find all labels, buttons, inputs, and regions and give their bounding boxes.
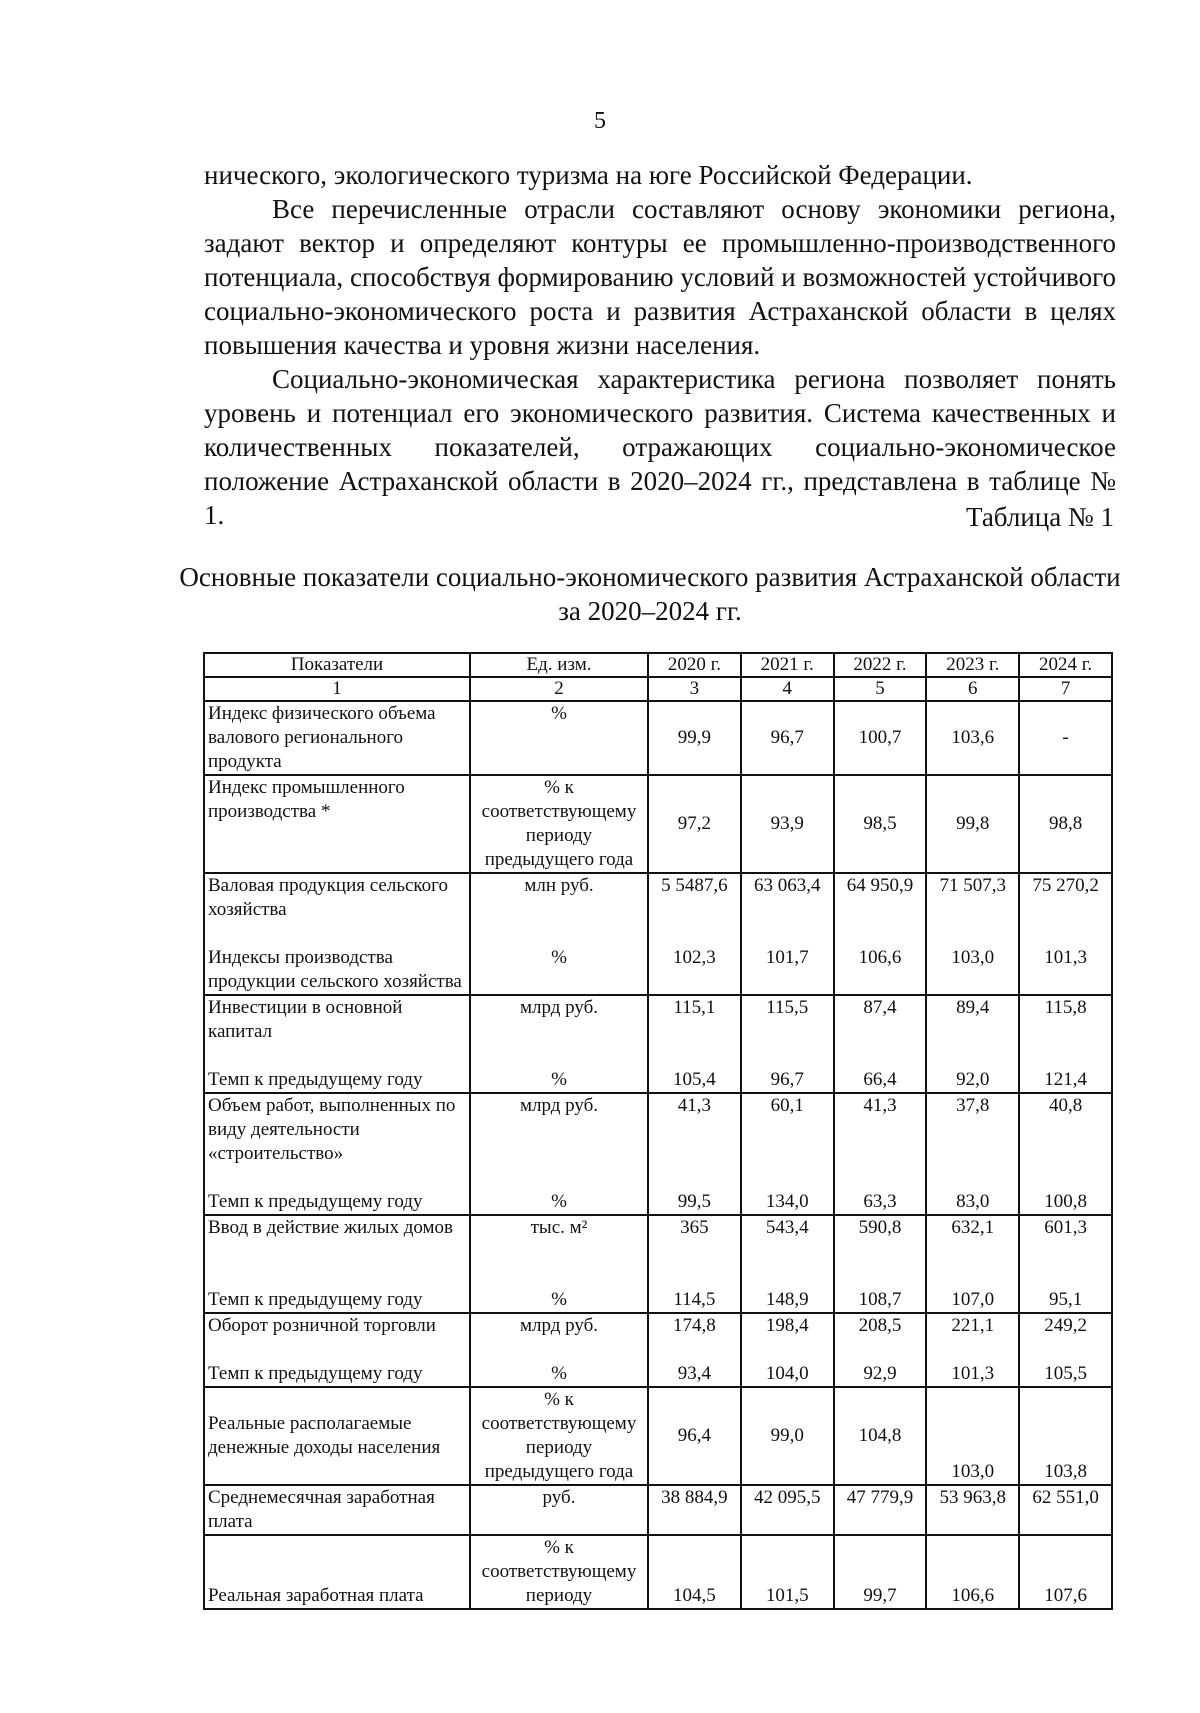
- value-sub: 114,5: [673, 1289, 716, 1310]
- value-main: 249,2: [1044, 1315, 1087, 1336]
- header-cell: Ед. изм.: [470, 653, 648, 677]
- column-number-cell: 5: [834, 677, 927, 701]
- value-main: 365: [680, 1217, 709, 1238]
- value-cell: [926, 1215, 1019, 1313]
- value-sub: 106,6: [858, 947, 902, 968]
- unit-cell: руб.: [470, 1485, 648, 1535]
- value-sub: 107,0: [951, 1289, 995, 1310]
- value-cell: 38 884,9: [648, 1485, 741, 1535]
- value-cell: 62 551,0: [1019, 1485, 1112, 1535]
- indicator-cell: [204, 1093, 470, 1215]
- value-cell: 98,8: [1019, 775, 1112, 873]
- indicators-table: [203, 652, 1113, 1610]
- value-cell: 107,6: [1019, 1535, 1112, 1609]
- value-cell: 96,4: [648, 1387, 741, 1485]
- value-cell: [926, 873, 1019, 995]
- value-cell: [834, 1093, 927, 1215]
- indicator-cell: Реальные располагаемые денежные доходы населения: [204, 1387, 470, 1485]
- value-cell: 100,7: [834, 701, 927, 775]
- unit-cell: [470, 1313, 648, 1387]
- column-number-cell: 1: [204, 677, 470, 701]
- unit-cell: % к соответствующему периоду: [470, 1535, 648, 1609]
- header-cell: 2022 г.: [834, 653, 927, 677]
- value-main: 632,1: [951, 1217, 995, 1238]
- value-main: 71 507,3: [939, 875, 1007, 896]
- value-cell: -: [1019, 701, 1112, 775]
- value-cell: [1019, 995, 1112, 1093]
- indicator-cell: [204, 873, 470, 995]
- value-cell: 104,5: [648, 1535, 741, 1609]
- value-cell: [1019, 1215, 1112, 1313]
- value-cell: 103,0: [926, 1387, 1019, 1485]
- unit-cell: %: [470, 701, 648, 775]
- value-sub: 102,3: [673, 947, 716, 968]
- unit-main: млрд руб.: [519, 997, 599, 1018]
- value-sub: 92,9: [863, 1363, 897, 1384]
- value-cell: 42 095,5: [741, 1485, 834, 1535]
- unit-sub: %: [551, 1289, 567, 1310]
- value-main: 60,1: [770, 1095, 804, 1116]
- value-sub: 63,3: [863, 1191, 897, 1212]
- indicator-sub: Темп к предыдущему году: [208, 1069, 423, 1090]
- indicator-main: Валовая продукция сельского хозяйства: [208, 875, 449, 920]
- value-main: 115,8: [1044, 997, 1087, 1018]
- indicator-sub: Темп к предыдущему году: [208, 1289, 423, 1310]
- indicator-cell: Реальная заработная плата: [204, 1535, 470, 1609]
- value-cell: [648, 1093, 741, 1215]
- indicator-main: Объем работ, выполненных по виду деятельности «строительство»: [208, 1095, 456, 1164]
- value-sub: 148,9: [765, 1289, 809, 1310]
- unit-cell: % к соответствующему периоду предыдущего года: [470, 1387, 648, 1485]
- table-row: [204, 701, 1112, 775]
- table-label: Таблица № 1: [966, 502, 1114, 532]
- indicator-sub: Темп к предыдущему году: [208, 1363, 423, 1384]
- value-cell: 103,8: [1019, 1387, 1112, 1485]
- value-cell: [741, 1215, 834, 1313]
- value-cell: [834, 1215, 927, 1313]
- value-cell: 47 779,9: [834, 1485, 927, 1535]
- value-cell: [834, 1313, 927, 1387]
- indicator-cell: [204, 1313, 470, 1387]
- value-cell: 96,7: [741, 701, 834, 775]
- table-row: [204, 1485, 1112, 1535]
- value-cell: [1019, 1313, 1112, 1387]
- value-main: 40,8: [1048, 1095, 1083, 1116]
- unit-cell: % к соответствующему периоду предыдущего года: [470, 775, 648, 873]
- unit-sub: %: [551, 947, 567, 968]
- value-cell: 99,9: [648, 701, 741, 775]
- value-main: 590,8: [858, 1217, 902, 1238]
- value-cell: [926, 1313, 1019, 1387]
- value-sub: 105,4: [673, 1069, 716, 1090]
- value-cell: 98,5: [834, 775, 927, 873]
- value-main: 41,3: [863, 1095, 897, 1116]
- value-cell: 103,6: [926, 701, 1019, 775]
- indicator-cell: Индекс физического объема валового регионального продукта: [204, 701, 470, 775]
- paragraph-1: нического, экологического туризма на юге Российской Федерации.: [204, 160, 973, 190]
- value-cell: [741, 995, 834, 1093]
- value-cell: 104,8: [834, 1387, 927, 1485]
- value-cell: [648, 873, 741, 995]
- value-cell: 99,7: [834, 1535, 927, 1609]
- value-sub: 121,4: [1044, 1069, 1087, 1090]
- body-text: [204, 158, 1116, 532]
- indicator-sub: Индексы производства продукции сельского хозяйства: [208, 947, 462, 992]
- unit-cell: [470, 1215, 648, 1313]
- header-cell: 2020 г.: [648, 653, 741, 677]
- value-main: 543,4: [765, 1217, 809, 1238]
- value-main: 208,5: [858, 1315, 902, 1336]
- value-sub: 96,7: [770, 1069, 804, 1090]
- value-main: 89,4: [956, 997, 990, 1018]
- table-title-line-2: за 2020–2024 гг.: [558, 596, 742, 626]
- unit-cell: [470, 1093, 648, 1215]
- unit-main: млрд руб.: [519, 1315, 599, 1336]
- value-cell: 106,6: [926, 1535, 1019, 1609]
- paragraph-2: Все перечисленные отрасли составляют основу экономики региона, задают вектор и определяют контуры ее промышленно-производственного потенциала, способствуя формированию условий и возможностей устойчивого социально-экономического роста и развития Астраханской области в целях повышения качества и уровня жизни населения.: [204, 194, 1116, 360]
- value-main: 37,8: [956, 1095, 990, 1116]
- table-row: [204, 1215, 1112, 1313]
- value-cell: 93,9: [741, 775, 834, 873]
- indicator-main: Инвестиции в основной капитал: [208, 997, 403, 1042]
- table-row: [204, 873, 1112, 995]
- indicator-cell: [204, 1215, 470, 1313]
- indicator-main: Ввод в действие жилых домов: [208, 1217, 454, 1238]
- value-sub: 101,3: [951, 1363, 995, 1384]
- value-cell: [648, 1215, 741, 1313]
- value-sub: 100,8: [1044, 1191, 1087, 1212]
- value-main: 5 5487,6: [661, 875, 728, 896]
- value-cell: [834, 873, 927, 995]
- value-sub: 103,0: [951, 947, 995, 968]
- table-row: [204, 1093, 1112, 1215]
- value-main: 115,5: [766, 997, 809, 1018]
- value-sub: 134,0: [765, 1191, 809, 1212]
- value-main: 174,8: [673, 1315, 716, 1336]
- value-sub: 92,0: [956, 1069, 990, 1090]
- value-cell: [926, 1093, 1019, 1215]
- unit-cell: [470, 873, 648, 995]
- table-row: [204, 995, 1112, 1093]
- column-number-cell: 4: [741, 677, 834, 701]
- value-cell: [648, 1313, 741, 1387]
- table-row: [204, 1387, 1112, 1485]
- column-number-cell: 2: [470, 677, 648, 701]
- indicator-cell: Среднемесячная заработная плата: [204, 1485, 470, 1535]
- value-main: 115,1: [673, 997, 716, 1018]
- value-main: 63 063,4: [753, 875, 821, 896]
- column-number-cell: 6: [926, 677, 1019, 701]
- value-cell: [834, 995, 927, 1093]
- value-cell: 53 963,8: [926, 1485, 1019, 1535]
- table-row: [204, 775, 1112, 873]
- column-number-cell: 3: [648, 677, 741, 701]
- value-sub: 108,7: [858, 1289, 902, 1310]
- value-main: 41,3: [677, 1095, 712, 1116]
- paragraph-3: Социально-экономическая характеристика региона позволяет понять уровень и потенциал его экономического развития. Система качественных и количественных показателей, отражающих социально-экономическое положение Астраханской области в 2020–2024 гг., представлена в таблице № 1.: [204, 364, 1116, 530]
- unit-cell: [470, 995, 648, 1093]
- value-cell: 97,2: [648, 775, 741, 873]
- value-sub: 101,7: [765, 947, 809, 968]
- value-cell: 101,5: [741, 1535, 834, 1609]
- value-main: 64 950,9: [846, 875, 914, 896]
- value-sub: 95,1: [1048, 1289, 1083, 1310]
- indicator-sub: Темп к предыдущему году: [208, 1191, 423, 1212]
- indicator-cell: Индекс промышленного производства *: [204, 775, 470, 873]
- header-cell: 2024 г.: [1019, 653, 1112, 677]
- header-cell: 2023 г.: [926, 653, 1019, 677]
- value-cell: [1019, 873, 1112, 995]
- unit-sub: %: [551, 1191, 567, 1212]
- value-sub: 104,0: [765, 1363, 809, 1384]
- column-number-cell: 7: [1019, 677, 1112, 701]
- value-main: 75 270,2: [1032, 875, 1099, 896]
- value-sub: 93,4: [677, 1363, 712, 1384]
- value-sub: 105,5: [1044, 1363, 1087, 1384]
- value-cell: [741, 1093, 834, 1215]
- unit-main: млн руб.: [524, 875, 594, 896]
- table-title-line-1: Основные показатели социально-экономического развития Астраханской области: [179, 562, 1121, 592]
- unit-sub: %: [551, 1069, 567, 1090]
- value-main: 87,4: [863, 997, 897, 1018]
- value-cell: [926, 995, 1019, 1093]
- value-cell: [741, 873, 834, 995]
- unit-main: млрд руб.: [519, 1095, 599, 1116]
- header-cell: Показатели: [204, 653, 470, 677]
- value-sub: 83,0: [956, 1191, 990, 1212]
- value-cell: 99,8: [926, 775, 1019, 873]
- value-sub: 99,5: [677, 1191, 712, 1212]
- value-sub: 66,4: [863, 1069, 897, 1090]
- unit-sub: %: [551, 1363, 567, 1384]
- indicator-main: Оборот розничной торговли: [208, 1315, 436, 1336]
- value-cell: [648, 995, 741, 1093]
- column-number-row: [204, 677, 1112, 701]
- table-title: [160, 560, 1140, 628]
- table-row: [204, 1313, 1112, 1387]
- value-cell: 99,0: [741, 1387, 834, 1485]
- value-sub: 101,3: [1044, 947, 1087, 968]
- value-main: 601,3: [1044, 1217, 1087, 1238]
- value-cell: [741, 1313, 834, 1387]
- table-row: [204, 1535, 1112, 1609]
- unit-main: тыс. м²: [530, 1217, 588, 1238]
- value-main: 198,4: [765, 1315, 809, 1336]
- value-main: 221,1: [951, 1315, 995, 1336]
- value-cell: [1019, 1093, 1112, 1215]
- page-number: 5: [594, 108, 606, 134]
- indicator-cell: [204, 995, 470, 1093]
- header-cell: 2021 г.: [741, 653, 834, 677]
- table-header-row: [204, 653, 1112, 677]
